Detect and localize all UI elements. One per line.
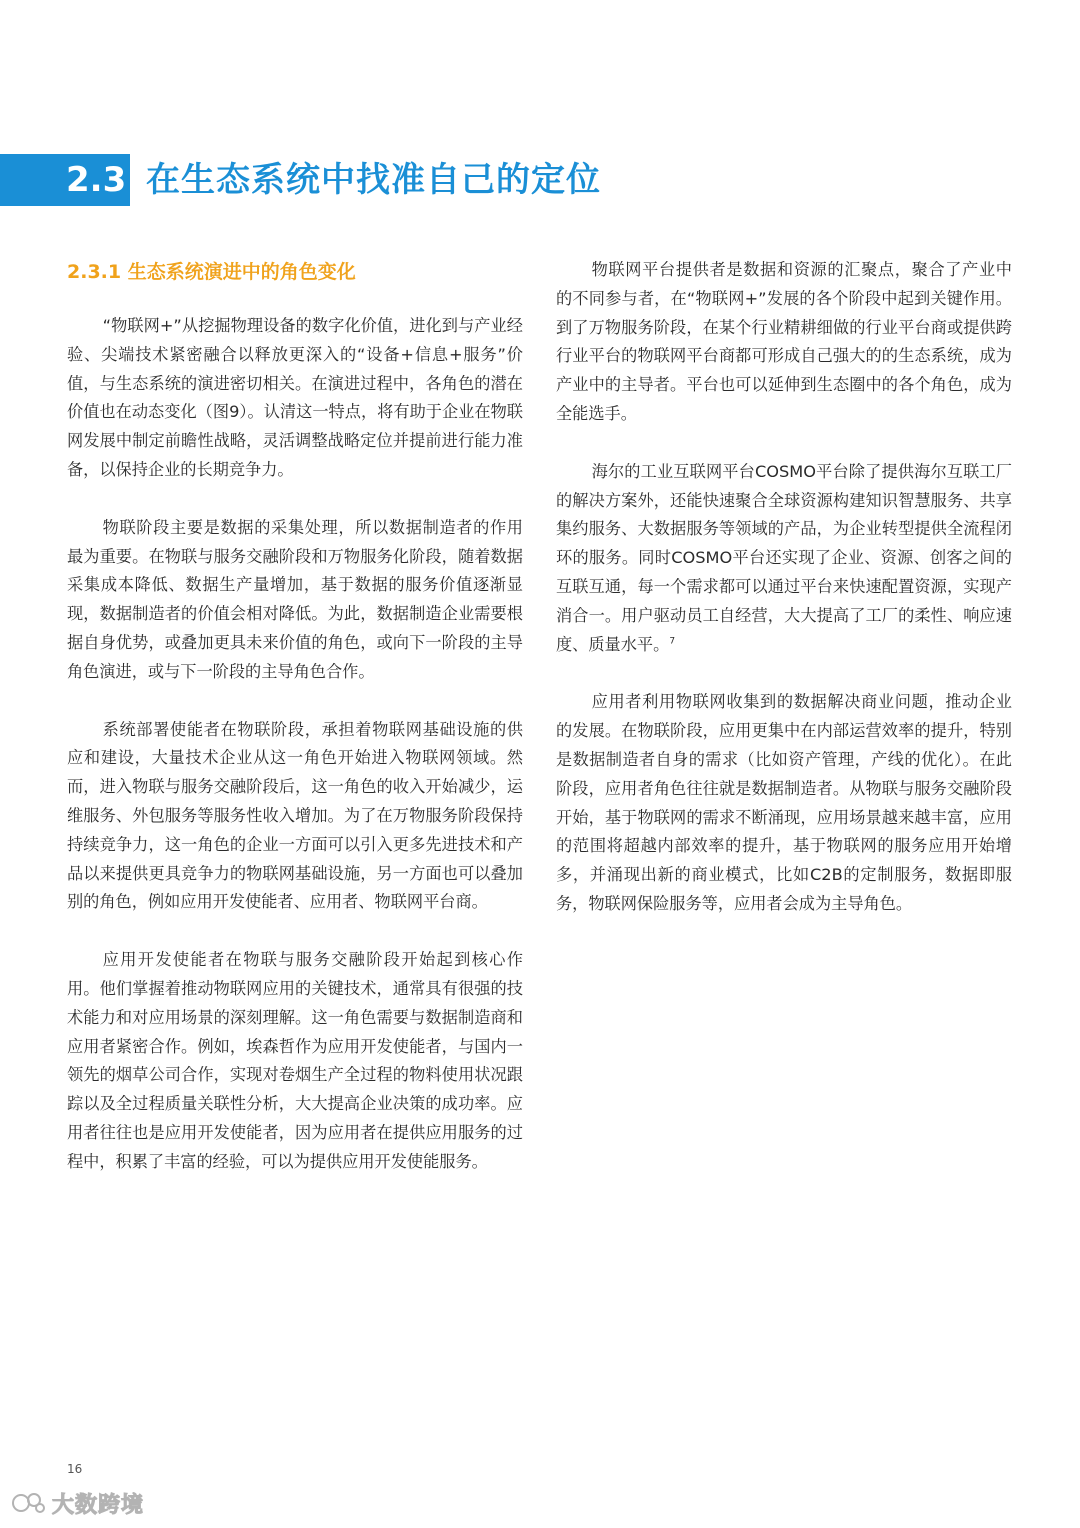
left-column bbox=[67, 256, 523, 1206]
watermark-logo-icon bbox=[12, 1490, 46, 1516]
section-header bbox=[0, 154, 1080, 206]
section-number: 2.3 bbox=[66, 160, 127, 200]
paragraph-with-footnote bbox=[556, 458, 1012, 660]
section-number-box bbox=[0, 154, 130, 206]
paragraph-text: 海尔的工业互联网平台COSMO平台除了提供海尔互联工厂的解决方案外，还能快速聚合全球资源构建知识智慧服务、共享集约服务、大数据服务等领域的产品，为企业转型提供全流程闭环的服务。同时COSMO平台还实现了企业、资源、创客之间的互联互通，每一个需求都可以通过平台来快速配置资源，实现产消合一。用户驱动员工自经营，大大提高了工厂的柔性、响应速度、质量水平。 bbox=[556, 461, 1012, 654]
right-column bbox=[556, 256, 1012, 948]
watermark-text: 大数跨境 bbox=[52, 1492, 145, 1518]
paragraph: 物联阶段主要是数据的采集处理，所以数据制造者的作用最为重要。在物联与服务交融阶段和万物服务化阶段，随着数据采集成本降低、数据生产量增加，基于数据的服务价值逐渐显现，数据制造者的价值会相对降低。为此，数据制造企业需要根据自身优势，或叠加更具未来价值的角色，或向下一阶段的主导角色演进，或与下一阶段的主导角色合作。 bbox=[67, 517, 523, 681]
paragraph: 应用开发使能者在物联与服务交融阶段开始起到核心作用。他们掌握着推动物联网应用的关键技术，通常具有很强的技术能力和对应用场景的深刻理解。这一角色需要与数据制造商和应用者紧密合作。例如，埃森哲作为应用开发使能者，与国内一领先的烟草公司合作，实现对卷烟生产全过程的物料使用状况跟踪以及全过程质量关联性分析，大大提高企业决策的成功率。应用者往往也是应用开发使能者，因为应用者在提供应用服务的过程中，积累了丰富的经验，可以为提供应用开发使能服务。 bbox=[67, 950, 523, 1171]
page-number: 16 bbox=[67, 1462, 83, 1476]
paragraph: 应用者利用物联网收集到的数据解决商业问题，推动企业的发展。在物联阶段，应用更集中在内部运营效率的提升，特别是数据制造者自身的需求（比如资产管理，产线的优化）。在此阶段，应用者角色往往就是数据制造者。从物联与服务交融阶段开始，基于物联网的需求不断涌现，应用场景越来越丰富，应用的范围将超越内部效率的提升，基于物联网的服务应用开始增多，并涌现出新的商业模式，比如C2B的定制服务，数据即服务，物联网保险服务等，应用者会成为主导角色。 bbox=[556, 692, 1012, 913]
paragraph: 物联网平台提供者是数据和资源的汇聚点，聚合了产业中的不同参与者，在“物联网+”发展的各个阶段中起到关键作用。到了万物服务阶段，在某个行业精耕细做的行业平台商或提供跨行业平台的物联网平台商都可形成自己强大的的生态系统，成为产业中的主导者。平台也可以延伸到生态圈中的各个角色，成为全能选手。 bbox=[556, 260, 1012, 423]
watermark bbox=[12, 1488, 144, 1518]
section-title: 在生态系统中找准自己的定位 bbox=[146, 160, 601, 200]
subsection-heading: 2.3.1 生态系统演进中的角色变化 bbox=[67, 261, 356, 283]
footnote-reference[interactable]: 7 bbox=[669, 636, 676, 647]
paragraph: 系统部署使能者在物联阶段，承担着物联网基础设施的供应和建设，大量技术企业从这一角色开始进入物联网领域。然而，进入物联与服务交融阶段后，这一角色的收入开始减少，运维服务、外包服务等服务性收入增加。为了在万物服务阶段保持持续竞争力，这一角色的企业一方面可以引入更多先进技术和产品以来提供更具竞争力的物联网基础设施，另一方面也可以叠加别的角色，例如应用开发使能者、应用者、物联网平台商。 bbox=[67, 719, 523, 912]
paragraph: “物联网+”从挖掘物理设备的数字化价值，进化到与产业经验、尖端技术紧密融合以释放更深入的“设备+信息+服务”价值，与生态系统的演进密切相关。在演进过程中，各角色的潜在价值也在动态变化（图9）。认清这一特点，将有助于企业在物联网发展中制定前瞻性战略，灵活调整战略定位并提前进行能力准备，以保持企业的长期竞争力。 bbox=[67, 316, 523, 479]
